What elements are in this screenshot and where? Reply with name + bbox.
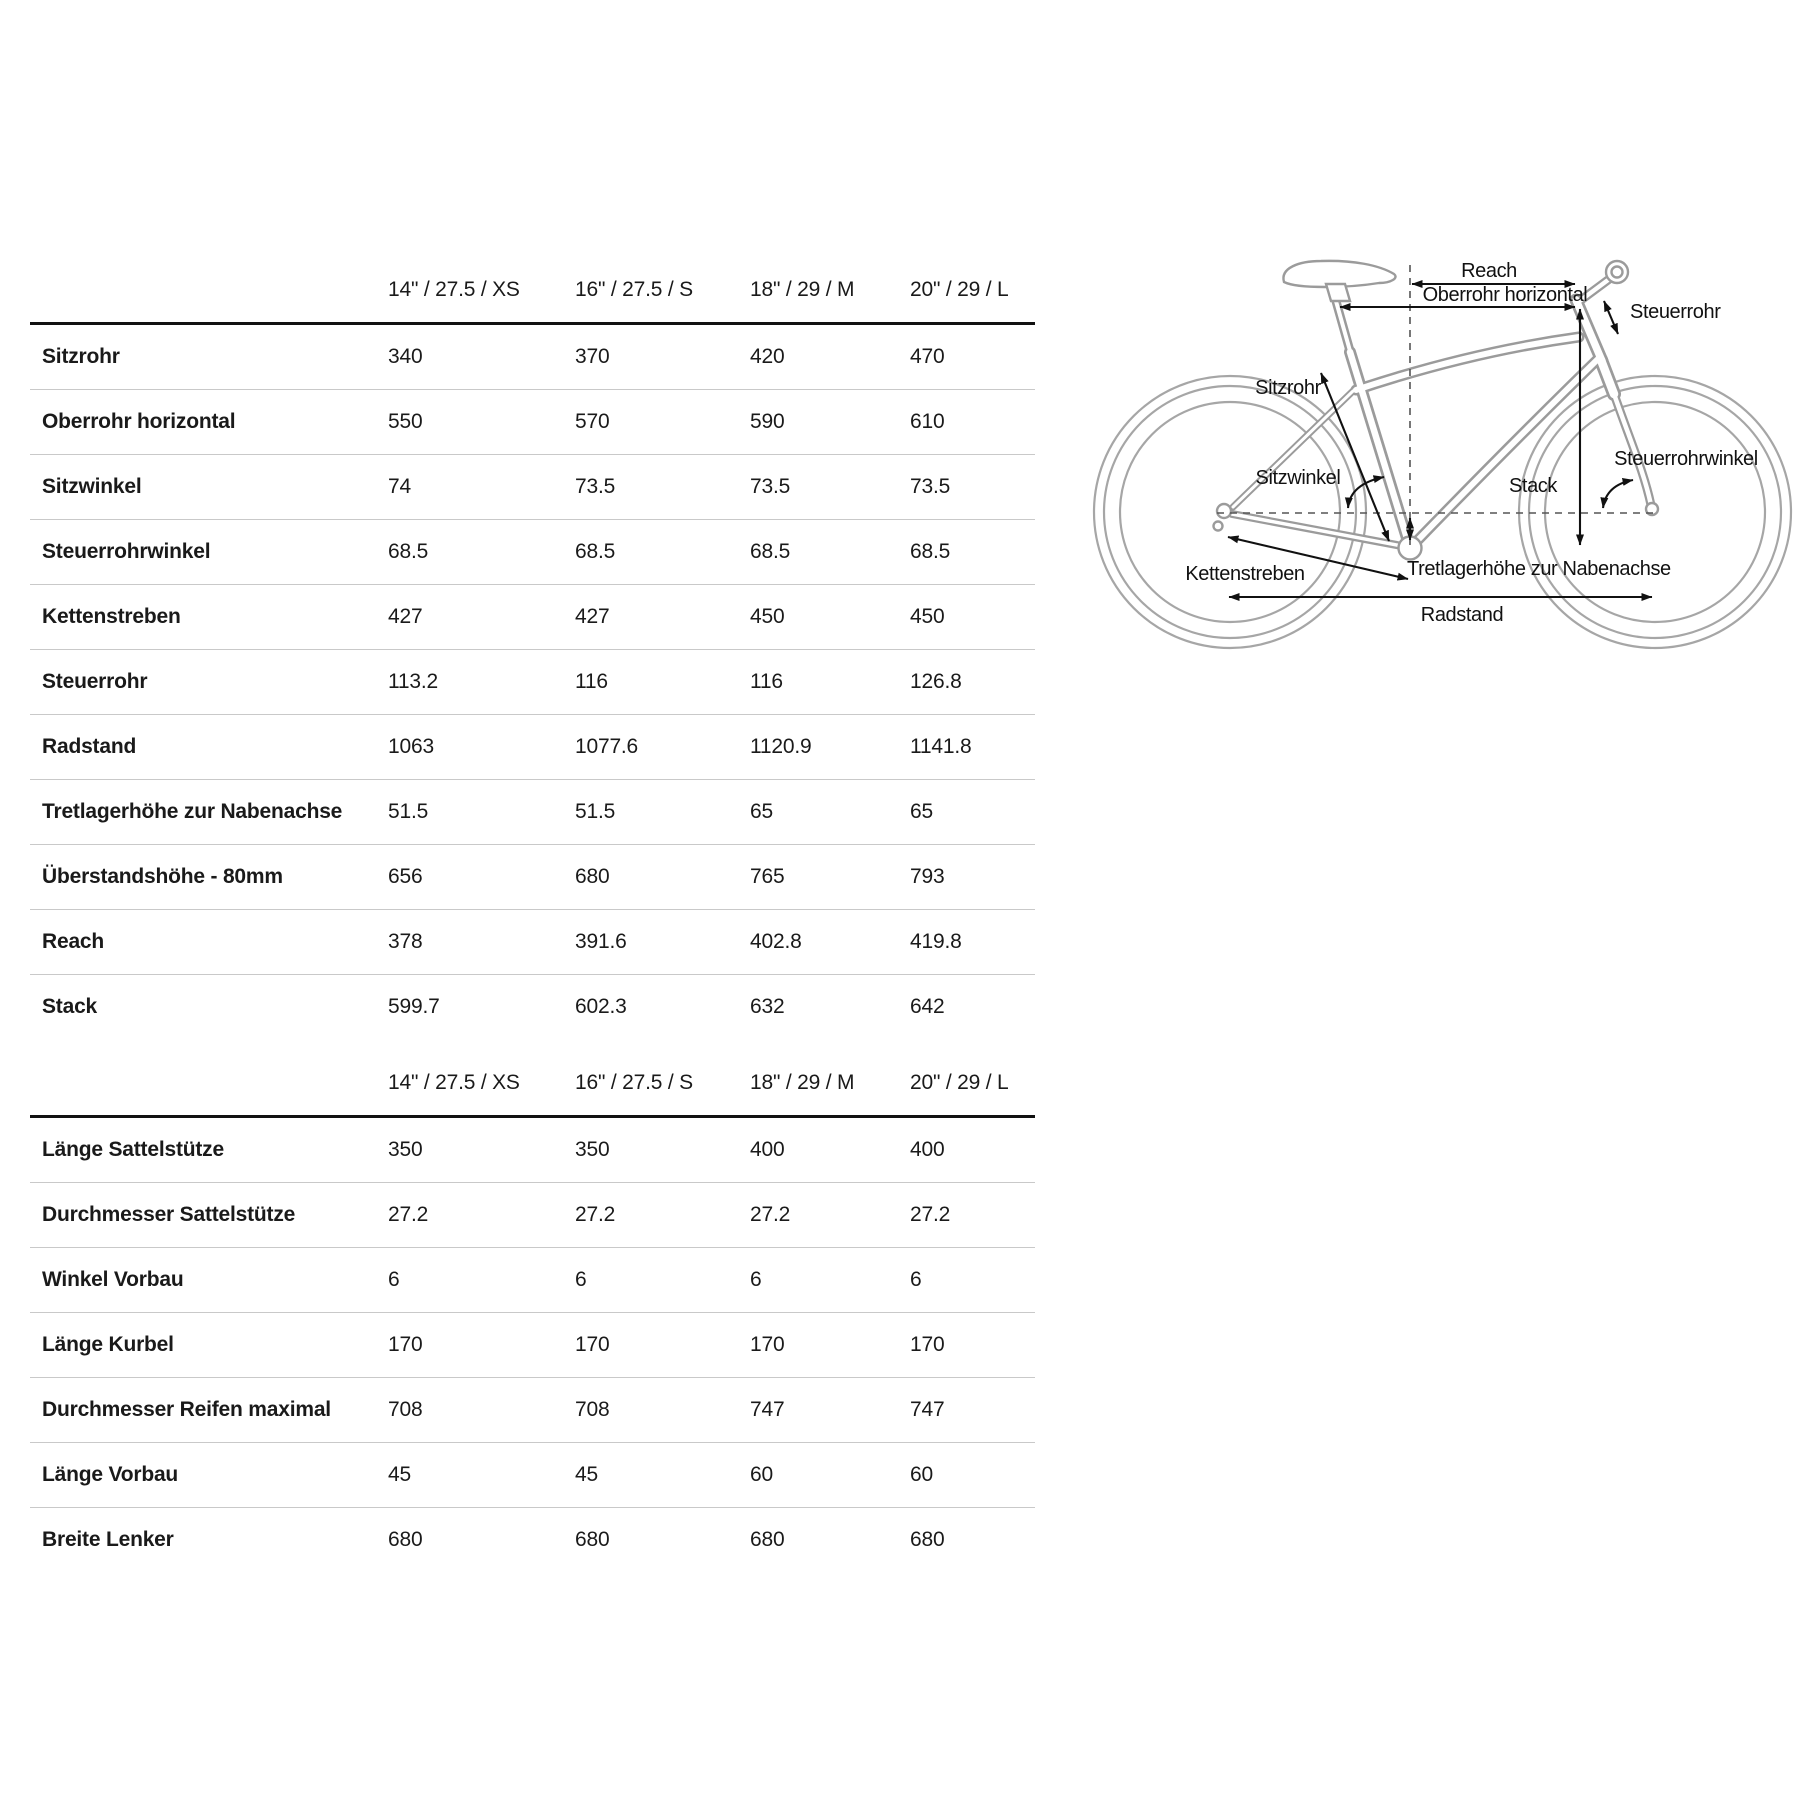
value-xs: 550 bbox=[388, 410, 423, 433]
row-label: Länge Kurbel bbox=[42, 1333, 174, 1356]
value-l: 65 bbox=[910, 800, 933, 823]
value-l: 68.5 bbox=[910, 540, 951, 563]
value-m: 170 bbox=[750, 1333, 785, 1356]
row-label: Sitzrohr bbox=[42, 345, 120, 368]
value-l: 60 bbox=[910, 1463, 933, 1486]
value-l: 470 bbox=[910, 345, 945, 368]
table-row bbox=[30, 1313, 1035, 1378]
value-m: 765 bbox=[750, 865, 785, 888]
radstand-label: Radstand bbox=[1420, 604, 1504, 626]
row-label: Überstandshöhe - 80mm bbox=[42, 865, 283, 888]
row-label: Tretlagerhöhe zur Nabenachse bbox=[42, 800, 343, 823]
saddle-clamp bbox=[1326, 284, 1350, 301]
frame-geometry-rows bbox=[30, 325, 1035, 1039]
value-m: 747 bbox=[750, 1398, 785, 1421]
table-row bbox=[30, 390, 1035, 455]
table-row bbox=[30, 455, 1035, 520]
value-s: 116 bbox=[575, 670, 608, 693]
steuerrohrwinkel-arc bbox=[1603, 480, 1633, 508]
value-m: 116 bbox=[750, 670, 783, 693]
bike-frame-outline bbox=[1232, 277, 1651, 548]
value-xs: 68.5 bbox=[388, 540, 429, 563]
size-column-header: 18" / 29 / M bbox=[750, 278, 855, 301]
value-l: 793 bbox=[910, 865, 945, 888]
value-s: 51.5 bbox=[575, 800, 616, 823]
size-column-header: 16" / 27.5 / S bbox=[575, 278, 693, 301]
stack-label: Stack bbox=[1508, 475, 1558, 497]
value-m: 68.5 bbox=[750, 540, 791, 563]
empty-corner-cell bbox=[30, 1095, 388, 1115]
value-l: 1141.8 bbox=[910, 735, 972, 758]
value-m: 27.2 bbox=[750, 1203, 791, 1226]
row-label: Oberrohr horizontal bbox=[42, 410, 236, 433]
value-xs: 51.5 bbox=[388, 800, 429, 823]
value-l: 27.2 bbox=[910, 1203, 951, 1226]
value-l: 73.5 bbox=[910, 475, 951, 498]
value-xs: 680 bbox=[388, 1528, 423, 1551]
value-l: 6 bbox=[910, 1268, 922, 1291]
value-s: 6 bbox=[575, 1268, 587, 1291]
table-row bbox=[30, 845, 1035, 910]
oberrohr-label: Oberrohr horizontal bbox=[1422, 284, 1588, 306]
row-label: Breite Lenker bbox=[42, 1528, 174, 1551]
size-header-row-2 bbox=[30, 1039, 1035, 1118]
value-s: 427 bbox=[575, 605, 610, 628]
row-label: Radstand bbox=[42, 735, 137, 758]
value-l: 610 bbox=[910, 410, 945, 433]
value-l: 170 bbox=[910, 1333, 945, 1356]
empty-corner-cell bbox=[30, 302, 388, 322]
value-m: 1120.9 bbox=[750, 735, 812, 758]
value-xs: 378 bbox=[388, 930, 423, 953]
value-s: 170 bbox=[575, 1333, 610, 1356]
size-column-header: 20" / 29 / L bbox=[910, 1071, 1009, 1094]
value-xs: 27.2 bbox=[388, 1203, 429, 1226]
value-s: 602.3 bbox=[575, 995, 627, 1018]
value-m: 60 bbox=[750, 1463, 773, 1486]
row-label: Steuerrohr bbox=[42, 670, 148, 693]
value-l: 680 bbox=[910, 1528, 945, 1551]
value-l: 450 bbox=[910, 605, 945, 628]
diagram-labels bbox=[1185, 260, 1758, 626]
rear-derailleur bbox=[1214, 522, 1223, 531]
value-s: 570 bbox=[575, 410, 610, 433]
steuerrohr-label: Steuerrohr bbox=[1630, 301, 1721, 323]
value-l: 419.8 bbox=[910, 930, 962, 953]
value-xs: 113.2 bbox=[388, 670, 438, 693]
row-label: Stack bbox=[42, 995, 98, 1018]
sitzwinkel-label: Sitzwinkel bbox=[1255, 467, 1341, 489]
value-m: 590 bbox=[750, 410, 785, 433]
value-l: 642 bbox=[910, 995, 945, 1018]
row-label: Durchmesser Sattelstütze bbox=[42, 1203, 296, 1226]
value-m: 680 bbox=[750, 1528, 785, 1551]
value-xs: 340 bbox=[388, 345, 423, 368]
row-label: Steuerrohrwinkel bbox=[42, 540, 211, 563]
value-l: 126.8 bbox=[910, 670, 962, 693]
value-s: 1077.6 bbox=[575, 735, 639, 758]
steuerrohrwinkel-label: Steuerrohrwinkel bbox=[1614, 448, 1758, 470]
table-row bbox=[30, 1183, 1035, 1248]
value-m: 450 bbox=[750, 605, 785, 628]
table-row bbox=[30, 715, 1035, 780]
size-column-header: 14" / 27.5 / XS bbox=[388, 278, 520, 301]
value-xs: 350 bbox=[388, 1138, 423, 1161]
row-label: Kettenstreben bbox=[42, 605, 181, 628]
tretlagerhoehe-label: Tretlagerhöhe zur Nabenachse bbox=[1407, 558, 1671, 580]
value-s: 680 bbox=[575, 865, 610, 888]
value-s: 391.6 bbox=[575, 930, 627, 953]
table-row bbox=[30, 1443, 1035, 1508]
value-xs: 427 bbox=[388, 605, 423, 628]
sitzrohr-label: Sitzrohr bbox=[1255, 377, 1321, 399]
reach-label: Reach bbox=[1461, 260, 1517, 282]
table-row bbox=[30, 780, 1035, 845]
table-row bbox=[30, 1118, 1035, 1183]
table-row bbox=[30, 910, 1035, 975]
value-l: 747 bbox=[910, 1398, 945, 1421]
size-column-header: 18" / 29 / M bbox=[750, 1071, 855, 1094]
value-s: 45 bbox=[575, 1463, 598, 1486]
row-label: Sitzwinkel bbox=[42, 475, 142, 498]
size-header-row-1 bbox=[30, 230, 1035, 325]
value-m: 632 bbox=[750, 995, 785, 1018]
kettenstreben-label: Kettenstreben bbox=[1185, 563, 1305, 585]
value-xs: 1063 bbox=[388, 735, 434, 758]
value-s: 708 bbox=[575, 1398, 610, 1421]
row-label: Länge Sattelstütze bbox=[42, 1138, 224, 1161]
row-label: Winkel Vorbau bbox=[42, 1268, 184, 1291]
rear-dropout bbox=[1217, 504, 1231, 518]
value-s: 73.5 bbox=[575, 475, 616, 498]
size-column-header: 20" / 29 / L bbox=[910, 278, 1009, 301]
value-s: 680 bbox=[575, 1528, 610, 1551]
value-m: 402.8 bbox=[750, 930, 802, 953]
value-m: 400 bbox=[750, 1138, 785, 1161]
value-s: 350 bbox=[575, 1138, 610, 1161]
table-row bbox=[30, 1508, 1035, 1572]
row-label: Reach bbox=[42, 930, 105, 953]
bike-geometry-diagram bbox=[1080, 230, 1814, 690]
value-m: 6 bbox=[750, 1268, 762, 1291]
table-row bbox=[30, 1248, 1035, 1313]
value-s: 370 bbox=[575, 345, 610, 368]
value-m: 420 bbox=[750, 345, 785, 368]
row-label: Länge Vorbau bbox=[42, 1463, 179, 1486]
table-row bbox=[30, 650, 1035, 715]
table-row bbox=[30, 975, 1035, 1039]
value-l: 400 bbox=[910, 1138, 945, 1161]
value-m: 65 bbox=[750, 800, 773, 823]
table-row bbox=[30, 585, 1035, 650]
table-row bbox=[30, 325, 1035, 390]
value-xs: 45 bbox=[388, 1463, 411, 1486]
value-s: 27.2 bbox=[575, 1203, 616, 1226]
value-s: 68.5 bbox=[575, 540, 616, 563]
table-row bbox=[30, 520, 1035, 585]
value-xs: 6 bbox=[388, 1268, 400, 1291]
value-xs: 656 bbox=[388, 865, 423, 888]
value-xs: 74 bbox=[388, 475, 411, 498]
value-m: 73.5 bbox=[750, 475, 791, 498]
value-xs: 599.7 bbox=[388, 995, 440, 1018]
value-xs: 170 bbox=[388, 1333, 423, 1356]
table-row bbox=[30, 1378, 1035, 1443]
geometry-spec-table bbox=[30, 230, 1035, 1572]
value-xs: 708 bbox=[388, 1398, 423, 1421]
row-label: Durchmesser Reifen maximal bbox=[42, 1398, 331, 1421]
size-column-header: 14" / 27.5 / XS bbox=[388, 1071, 520, 1094]
size-column-header: 16" / 27.5 / S bbox=[575, 1071, 693, 1094]
steuerrohr-arrow bbox=[1604, 301, 1618, 334]
component-geometry-rows bbox=[30, 1118, 1035, 1572]
